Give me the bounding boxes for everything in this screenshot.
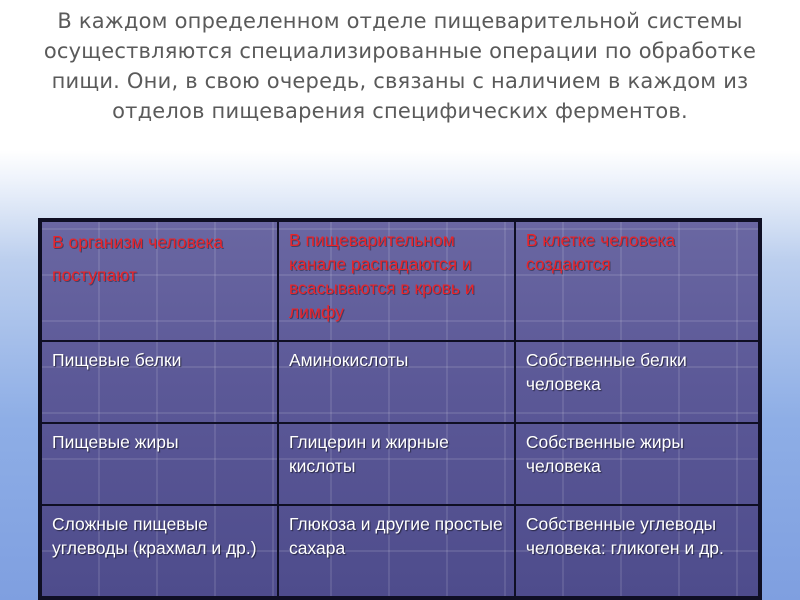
table-row-proteins [41,341,759,423]
header-cell-synthesis: В клетке человека создаются [515,221,759,341]
table-header-row [41,221,759,341]
table-row-fats [41,423,759,505]
table-cell: Пищевые жиры [41,423,278,505]
table-cell: Глицерин и жирные кислоты [278,423,515,505]
table-cell: Собственные жиры человека [515,423,759,505]
header-cell-intake: В организм человека поступают [41,221,278,341]
table-row-carbohydrates [41,505,759,597]
table-cell: Глюкоза и другие простые сахара [278,505,515,597]
table-cell: Аминокислоты [278,341,515,423]
table-cell: Пищевые белки [41,341,278,423]
table-cell: Сложные пищевые углеводы (крахмал и др.) [41,505,278,597]
digestion-table-grid [40,220,760,598]
intro-paragraph: В каждом определенном отделе пищеварительной системы осуществляются специализированные операции по обработке пищи. Они, в свою очередь, связаны с наличием в каждом из отделов пищеварения специфических ферментов. [43,9,757,123]
header-cell-breakdown: В пищеварительном канале распадаются и всасываются в кровь и лимфу [278,221,515,341]
table-cell: Собственные углеводы человека: гликоген и др. [515,505,759,597]
digestion-table [38,218,762,600]
table-cell: Собственные белки человека [515,341,759,423]
